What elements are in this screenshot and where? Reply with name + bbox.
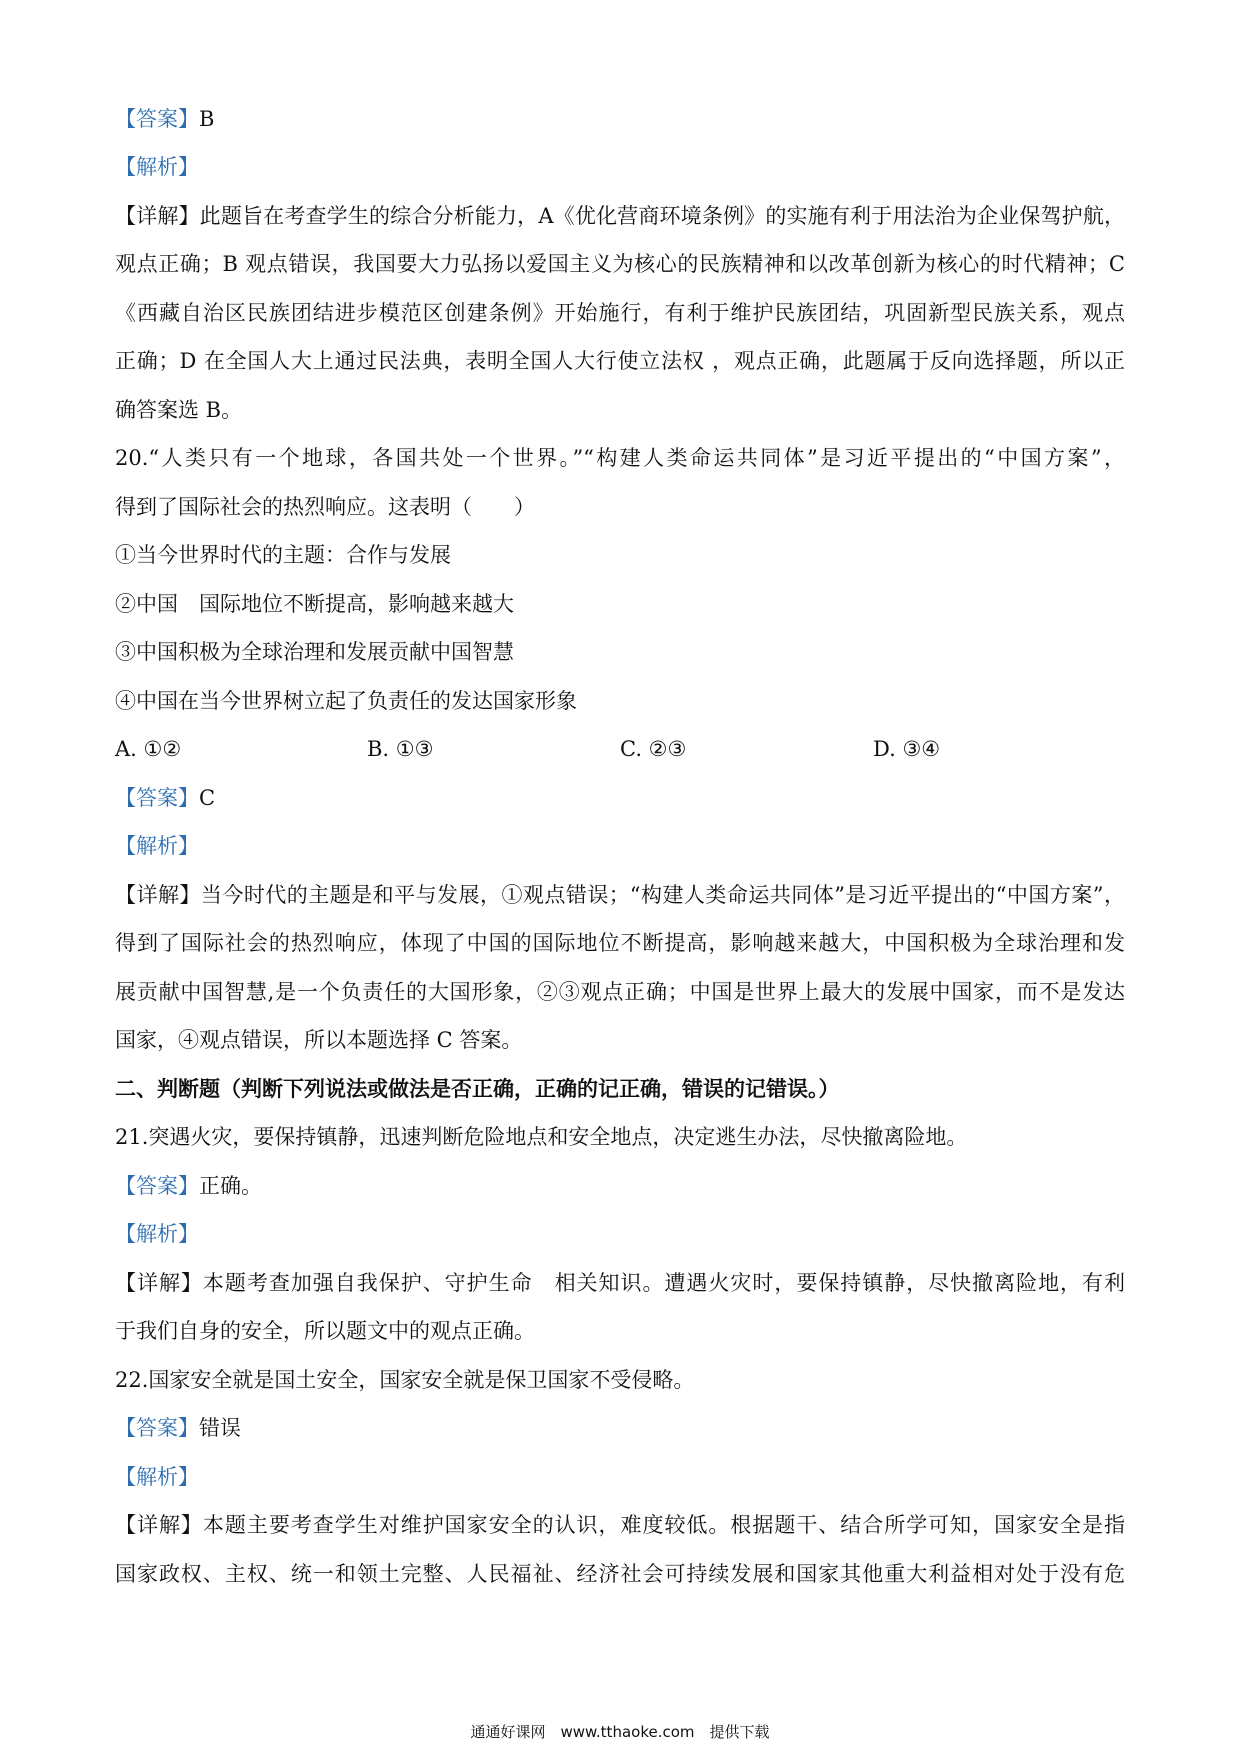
q19-detail-line-4: 正确；D 在全国人大上通过民法典，表明全国人大行使立法权 ，观点正确，此题属于反向选择题，所以正 <box>115 349 1125 373</box>
q19-analysis-tag <box>115 152 1125 182</box>
analysis-tag: 【解析】 <box>115 1222 199 1246</box>
q20-stem-line-2: 得到了国际社会的热烈响应。这表明（ ） <box>115 495 535 519</box>
q22-answer <box>115 1413 1125 1443</box>
q19-detail-line-1 <box>115 201 1125 231</box>
detail-tag: 【详解】 <box>115 1271 203 1295</box>
q21-detail-text-1: 本题考查加强自我保护、守护生命 相关知识。遭遇火灾时，要保持镇静，尽快撤离险地，有利 <box>202 1271 1126 1295</box>
q20-answer <box>115 783 1125 813</box>
analysis-tag: 【解析】 <box>115 834 199 858</box>
q20-option-c: C. ②③ <box>620 737 687 761</box>
detail-tag: 【详解】 <box>115 883 201 907</box>
q21-detail-line-1 <box>115 1268 1125 1298</box>
q20-answer-value: C <box>199 786 216 810</box>
q22-analysis-tag <box>115 1462 1125 1492</box>
detail-tag: 【详解】 <box>115 1513 203 1537</box>
q20-detail-line-1 <box>115 880 1125 910</box>
q22-detail-line-2: 国家政权、主权、统一和领土完整、人民福祉、经济社会可持续发展和国家其他重大利益相对处于没有危 <box>115 1562 1125 1586</box>
q20-detail-line-4: 国家，④观点错误，所以本题选择 C 答案。 <box>115 1028 523 1052</box>
q22-detail-line-1 <box>115 1510 1125 1540</box>
page-footer: 通通好课网 www.tthaoke.com 提供下载 <box>470 1723 770 1741</box>
section-title: 二、判断题（判断下列说法或做法是否正确，正确的记正确，错误的记错误。） <box>115 1077 840 1101</box>
answer-tag: 【答案】 <box>115 1174 199 1198</box>
q19-detail-line-2: 观点正确；B 观点错误，我国要大力弘扬以爱国主义为核心的民族精神和以改革创新为核心的时代精神；C <box>115 252 1125 276</box>
q20-option-b: B. ①③ <box>367 737 434 761</box>
q21-answer <box>115 1171 1125 1201</box>
analysis-tag: 【解析】 <box>115 1465 199 1489</box>
q22-stem: 22.国家安全就是国土安全，国家安全就是保卫国家不受侵略。 <box>115 1368 695 1392</box>
q20-statement-3: ③中国积极为全球治理和发展贡献中国智慧 <box>115 640 514 664</box>
q20-detail-text-1: 当今时代的主题是和平与发展，①观点错误；“构建人类命运共同体”是习近平提出的“中国方案”， <box>200 883 1126 907</box>
q21-stem: 21.突遇火灾，要保持镇静，迅速判断危险地点和安全地点，决定逃生办法，尽快撤离险地。 <box>115 1125 968 1149</box>
q19-detail-text-1: 此题旨在考查学生的综合分析能力，A《优化营商环境条例》的实施有利于用法治为企业保驾护航， <box>199 204 1125 228</box>
detail-tag: 【详解】 <box>115 204 200 228</box>
q22-detail-text-1: 本题主要考查学生对维护国家安全的认识，难度较低。根据题干、结合所学可知，国家安全是指 <box>202 1513 1126 1537</box>
q22-answer-value: 错误 <box>199 1416 241 1440</box>
answer-tag: 【答案】 <box>115 1416 199 1440</box>
q19-answer-value: B <box>199 107 215 131</box>
q20-statement-1: ①当今世界时代的主题：合作与发展 <box>115 543 451 567</box>
q19-detail-line-3: 《西藏自治区民族团结进步模范区创建条例》开始施行，有利于维护民族团结，巩固新型民族关系，观点 <box>115 301 1125 325</box>
q20-stem-line-1: 20.“人类只有一个地球，各国共处一个世界。”“构建人类命运共同体”是习近平提出的“中国方案”， <box>115 446 1125 470</box>
q19-detail-line-5: 确答案选 B。 <box>115 398 243 422</box>
q20-statement-2: ②中国 国际地位不断提高，影响越来越大 <box>115 592 514 616</box>
q20-detail-line-2: 得到了国际社会的热烈响应，体现了中国的国际地位不断提高，影响越来越大，中国积极为全球治理和发 <box>115 931 1125 955</box>
q20-option-d: D. ③④ <box>873 737 941 761</box>
analysis-tag: 【解析】 <box>115 155 199 179</box>
q20-analysis-tag <box>115 831 1125 861</box>
q21-answer-value: 正确。 <box>199 1174 262 1198</box>
q21-analysis-tag <box>115 1219 1125 1249</box>
q19-answer <box>115 104 1125 134</box>
answer-tag: 【答案】 <box>115 786 199 810</box>
q20-detail-line-3: 展贡献中国智慧,是一个负责任的大国形象，②③观点正确；中国是世界上最大的发展中国家，而不是发达 <box>115 980 1125 1004</box>
q20-statement-4: ④中国在当今世界树立起了负责任的发达国家形象 <box>115 689 577 713</box>
q21-detail-line-2: 于我们自身的安全，所以题文中的观点正确。 <box>115 1319 535 1343</box>
q20-option-a: A. ①② <box>115 737 182 761</box>
answer-tag: 【答案】 <box>115 107 199 131</box>
